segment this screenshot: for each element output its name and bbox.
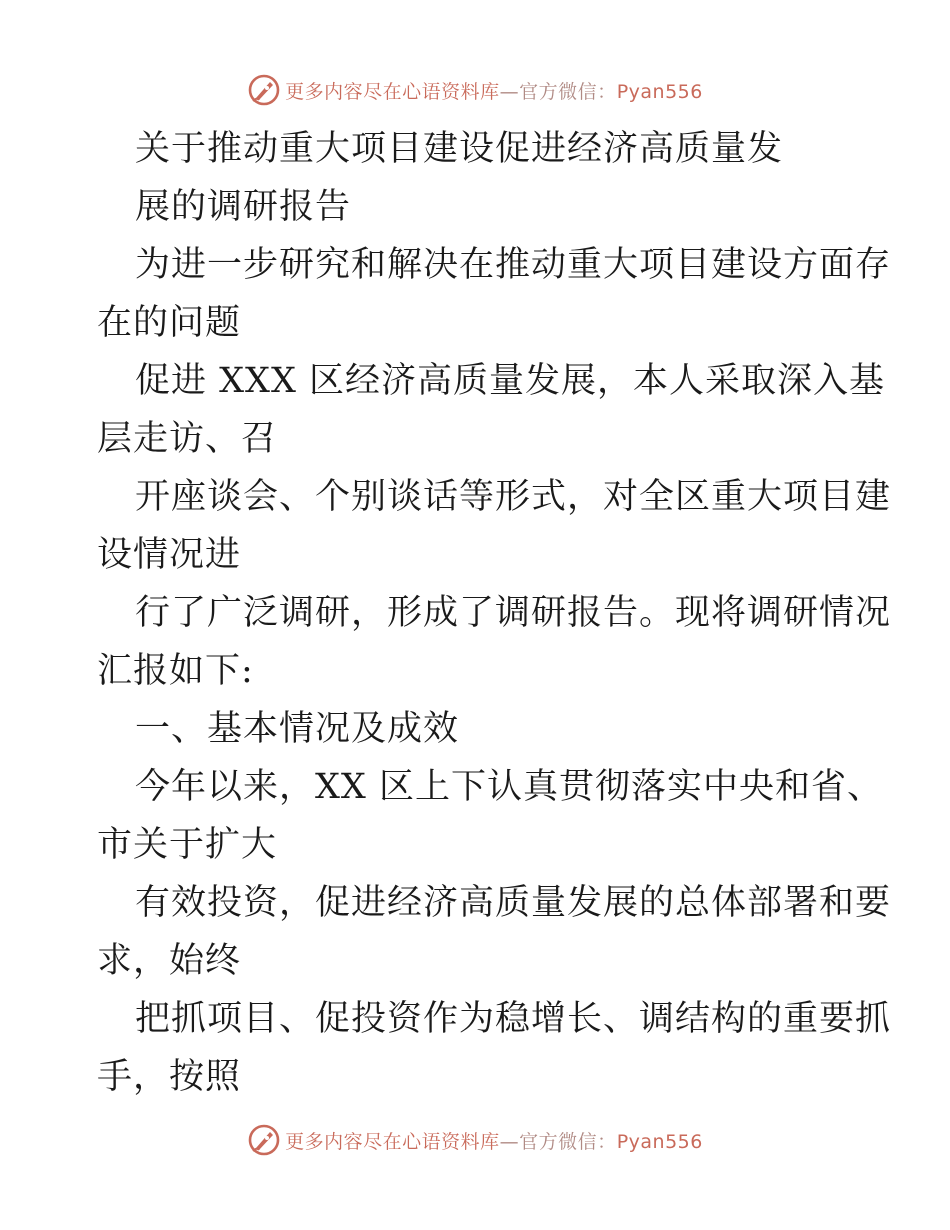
paragraph-line: 行了广泛调研，形成了调研报告。现将调研情况 — [135, 593, 892, 633]
header-watermark — [0, 70, 950, 110]
footer-watermark — [0, 1120, 950, 1160]
paragraph-line: 汇报如下: — [97, 651, 254, 691]
report-title-line-1: 关于推动重大项目建设促进经济高质量发 — [135, 129, 784, 169]
watermark-text — [285, 1127, 703, 1154]
paragraph-line: 层走访、召 — [97, 419, 278, 459]
watermark-id: Pyan556 — [616, 80, 703, 103]
pen-nib-circle-icon — [247, 73, 281, 107]
report-title-line-2: 展的调研报告 — [135, 187, 352, 227]
paragraph-line: 设情况进 — [97, 535, 242, 575]
watermark-text — [285, 77, 703, 104]
paragraph-line: 把抓项目、促投资作为稳增长、调结构的重要抓 — [135, 999, 892, 1039]
paragraph-line: 促进 XXX 区经济高质量发展，本人采取深入基 — [135, 361, 886, 401]
paragraph-line: 市关于扩大 — [97, 825, 278, 865]
paragraph-line: 手，按照 — [97, 1057, 242, 1097]
paragraph-line: 今年以来，XX 区上下认真贯彻落实中央和省、 — [135, 767, 883, 807]
watermark-main: 更多内容尽在心语资料库 — [285, 1130, 500, 1153]
paragraph-line: 在的问题 — [97, 303, 242, 343]
watermark-dash: —官方微信： — [499, 1130, 617, 1153]
section-heading: 一、基本情况及成效 — [135, 709, 460, 749]
watermark-dash: —官方微信： — [499, 80, 617, 103]
pen-nib-circle-icon — [247, 1123, 281, 1157]
paragraph-line: 求，始终 — [97, 941, 242, 981]
paragraph-line: 为进一步研究和解决在推动重大项目建设方面存 — [135, 245, 892, 285]
paragraph-line: 有效投资，促进经济高质量发展的总体部署和要 — [135, 883, 892, 923]
watermark-id: Pyan556 — [616, 1130, 703, 1153]
watermark-main: 更多内容尽在心语资料库 — [285, 80, 500, 103]
paragraph-line: 开座谈会、个别谈话等形式，对全区重大项目建 — [135, 477, 892, 517]
